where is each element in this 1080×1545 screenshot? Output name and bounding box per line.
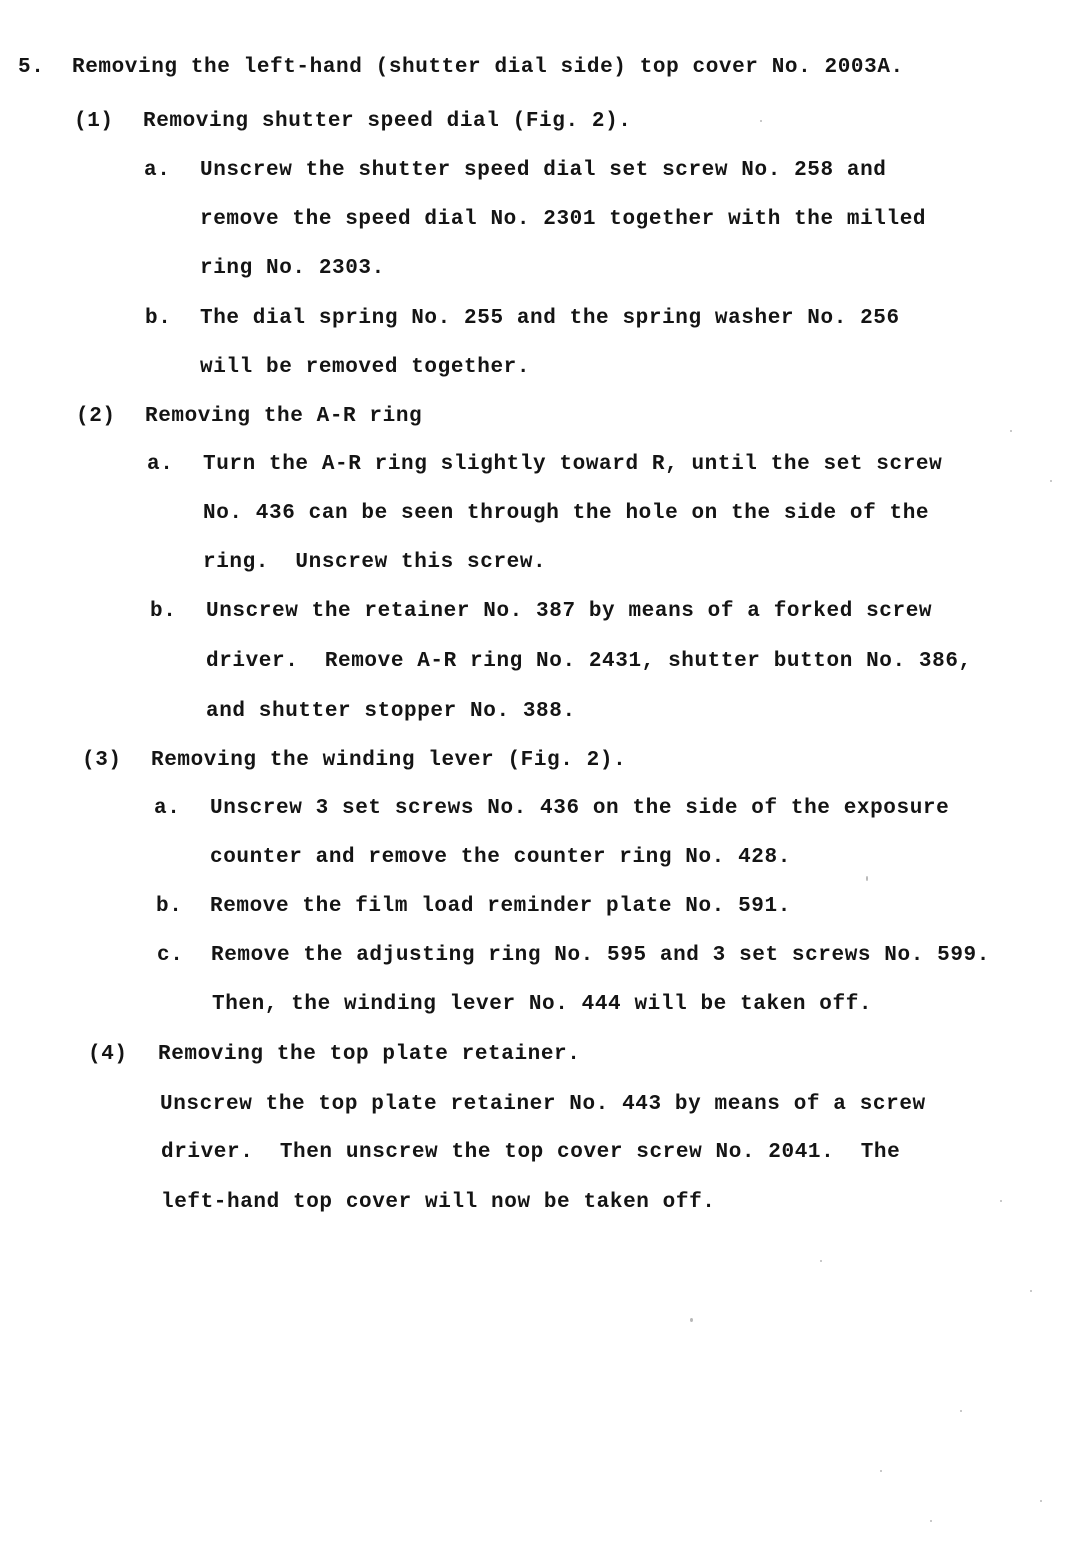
step-1-item-a-line-1: Unscrew the shutter speed dial set screw No. 258 and <box>200 159 887 182</box>
speck <box>880 1470 882 1472</box>
step-2-item-b-line-3: and shutter stopper No. 388. <box>206 700 576 723</box>
step-1-item-a-line-3: ring No. 2303. <box>200 257 385 280</box>
step-1-label: (1) <box>74 110 114 133</box>
step-1-item-a-line-2: remove the speed dial No. 2301 together with the milled <box>200 208 927 231</box>
speck <box>960 1410 962 1412</box>
step-4-paragraph-line-3: left-hand top cover will now be taken off. <box>161 1191 716 1214</box>
step-2-item-b-label: b. <box>150 600 177 623</box>
step-3-item-a-line-1: Unscrew 3 set screws No. 436 on the side of the exposure <box>210 797 950 820</box>
step-1-item-b-line-2: will be removed together. <box>200 356 531 379</box>
step-1-item-a-label: a. <box>144 159 171 182</box>
step-2-item-b-line-1: Unscrew the retainer No. 387 by means of a forked screw <box>206 600 933 623</box>
step-4-paragraph-line-2: driver. Then unscrew the top cover screw No. 2041. The <box>161 1141 901 1164</box>
step-3-item-c-line-1: Remove the adjusting ring No. 595 and 3 set screws No. 599. <box>211 944 990 967</box>
step-4-label: (4) <box>88 1043 128 1066</box>
section-number: 5. <box>18 56 45 79</box>
step-3-item-b-line-1: Remove the film load reminder plate No. 591. <box>210 895 791 918</box>
speck <box>820 1260 822 1262</box>
step-2-label: (2) <box>76 405 116 428</box>
step-2-title: Removing the A-R ring <box>145 405 423 428</box>
speck <box>760 120 762 122</box>
step-2-item-a-line-2: No. 436 can be seen through the hole on the side of the <box>203 502 930 525</box>
speck <box>1040 1500 1042 1502</box>
step-2-item-a-line-3: ring. Unscrew this screw. <box>203 551 547 574</box>
step-4-title: Removing the top plate retainer. <box>158 1043 581 1066</box>
step-1-item-b-label: b. <box>145 307 172 330</box>
step-1-title: Removing shutter speed dial (Fig. 2). <box>143 110 632 133</box>
step-2-item-b-line-2: driver. Remove A-R ring No. 2431, shutter button No. 386, <box>206 650 972 673</box>
step-3-title: Removing the winding lever (Fig. 2). <box>151 749 627 772</box>
step-3-item-a-label: a. <box>154 797 181 820</box>
step-2-item-a-label: a. <box>147 453 174 476</box>
step-2-item-a-line-1: Turn the A-R ring slightly toward R, until the set screw <box>203 453 943 476</box>
speck <box>1000 1200 1002 1202</box>
speck <box>1010 430 1012 432</box>
step-3-item-c-label: c. <box>157 944 184 967</box>
section-title: Removing the left-hand (shutter dial side) top cover No. 2003A. <box>72 56 904 79</box>
step-3-item-a-line-2: counter and remove the counter ring No. 428. <box>210 846 791 869</box>
speck <box>1050 480 1052 482</box>
speck <box>866 876 868 881</box>
step-1-item-b-line-1: The dial spring No. 255 and the spring washer No. 256 <box>200 307 900 330</box>
step-4-paragraph-line-1: Unscrew the top plate retainer No. 443 by means of a screw <box>160 1093 926 1116</box>
speck <box>1030 1290 1032 1292</box>
step-3-label: (3) <box>82 749 122 772</box>
speck <box>930 1520 932 1522</box>
step-3-item-b-label: b. <box>156 895 183 918</box>
step-3-item-c-line-2: Then, the winding lever No. 444 will be taken off. <box>212 993 873 1016</box>
speck <box>690 1318 693 1322</box>
